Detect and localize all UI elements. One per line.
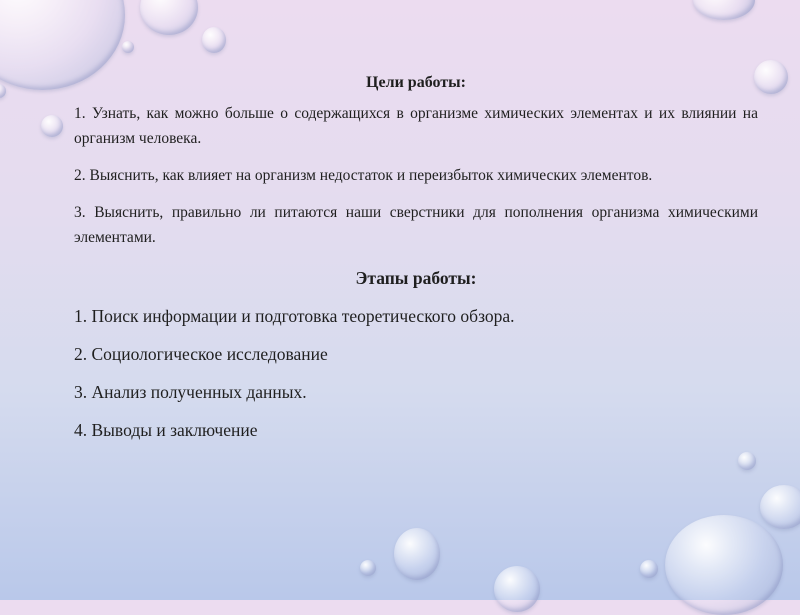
water-drop-decoration	[665, 515, 783, 615]
goal-item-2: 2. Выяснить, как влияет на организм недостаток и переизбыток химических элементов.	[74, 167, 653, 184]
stage-item-4: 4. Выводы и заключение	[74, 420, 258, 440]
slide-content	[74, 70, 758, 457]
water-drop-decoration	[122, 41, 134, 53]
water-drop-decoration	[494, 566, 540, 612]
water-drop-decoration	[41, 115, 63, 137]
water-drop-decoration	[140, 0, 198, 35]
goal-item-3: 3. Выяснить, правильно ли питаются наши сверстники для пополнения организма химическими элементами.	[74, 204, 758, 246]
water-drop-decoration	[693, 0, 755, 20]
water-drop-decoration	[394, 528, 440, 580]
stages-heading: Этапы работы:	[355, 268, 477, 288]
water-drop-decoration	[754, 60, 788, 94]
goal-item-1: 1. Узнать, как можно больше о содержащихся в организме химических элементах и их влиянии на организм человека.	[74, 105, 758, 147]
water-drop-decoration	[760, 485, 800, 529]
water-drop-decoration	[640, 560, 658, 578]
stage-item-3: 3. Анализ полученных данных.	[74, 382, 307, 402]
stage-item-1: 1. Поиск информации и подготовка теоретического обзора.	[74, 306, 515, 326]
stage-item-2: 2. Социологическое исследование	[74, 344, 328, 364]
water-drop-decoration	[202, 27, 226, 53]
goals-heading: Цели работы:	[366, 74, 466, 91]
water-drop-decoration	[360, 560, 376, 576]
water-drop-decoration	[0, 84, 6, 98]
